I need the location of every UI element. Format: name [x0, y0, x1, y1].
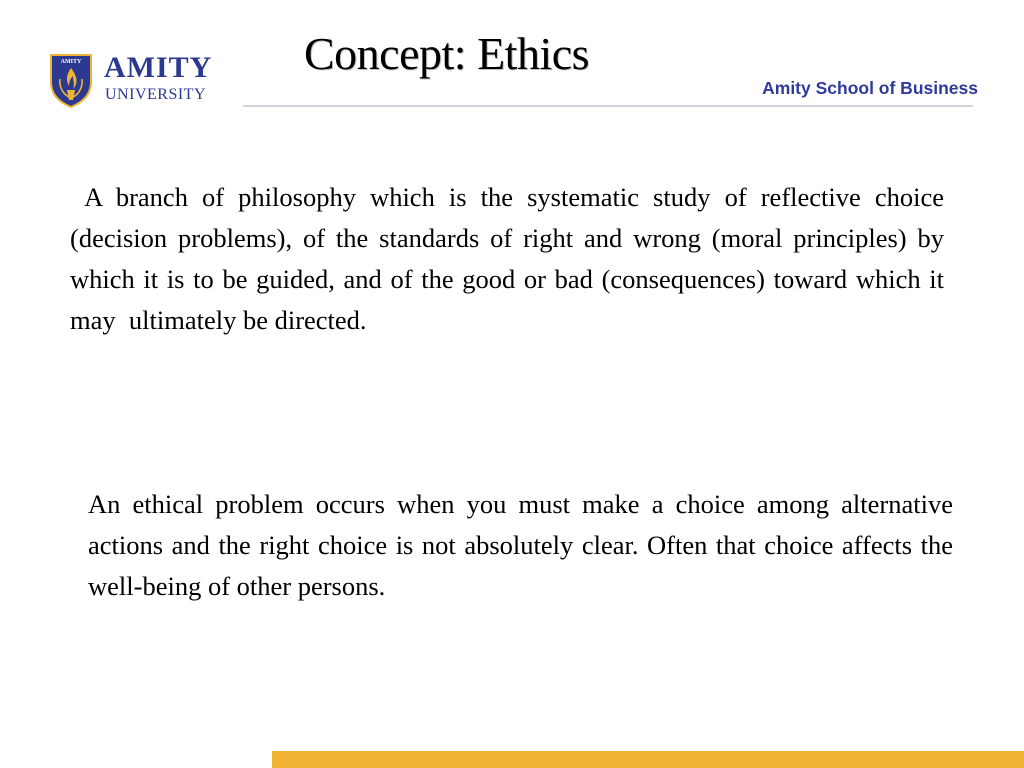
header-divider — [243, 105, 973, 107]
footer-accent-bar — [272, 751, 1024, 768]
slide-title: Concept: Ethics — [304, 28, 590, 79]
ethical-problem-paragraph: An ethical problem occurs when you must make a choice among alternative actions and the right choice is not absolutely clear. Often that choice affects the well-being of other persons. — [88, 489, 953, 601]
amity-university-logo — [47, 52, 223, 108]
logo-subtitle: UNIVERSITY — [105, 86, 206, 103]
ethics-definition-paragraph: A branch of philosophy which is the systematic study of reflective choice (decision problems), of the standards of right and wrong (moral principles) by which it is to be guided, and of the good or bad (consequences) toward which it may ultimately be directed. — [70, 182, 944, 335]
logo-wordmark: AMITY — [104, 51, 213, 84]
school-name: Amity School of Business — [762, 78, 978, 98]
shield-torch-icon — [47, 52, 95, 108]
shield-text: AMITY — [60, 59, 82, 65]
